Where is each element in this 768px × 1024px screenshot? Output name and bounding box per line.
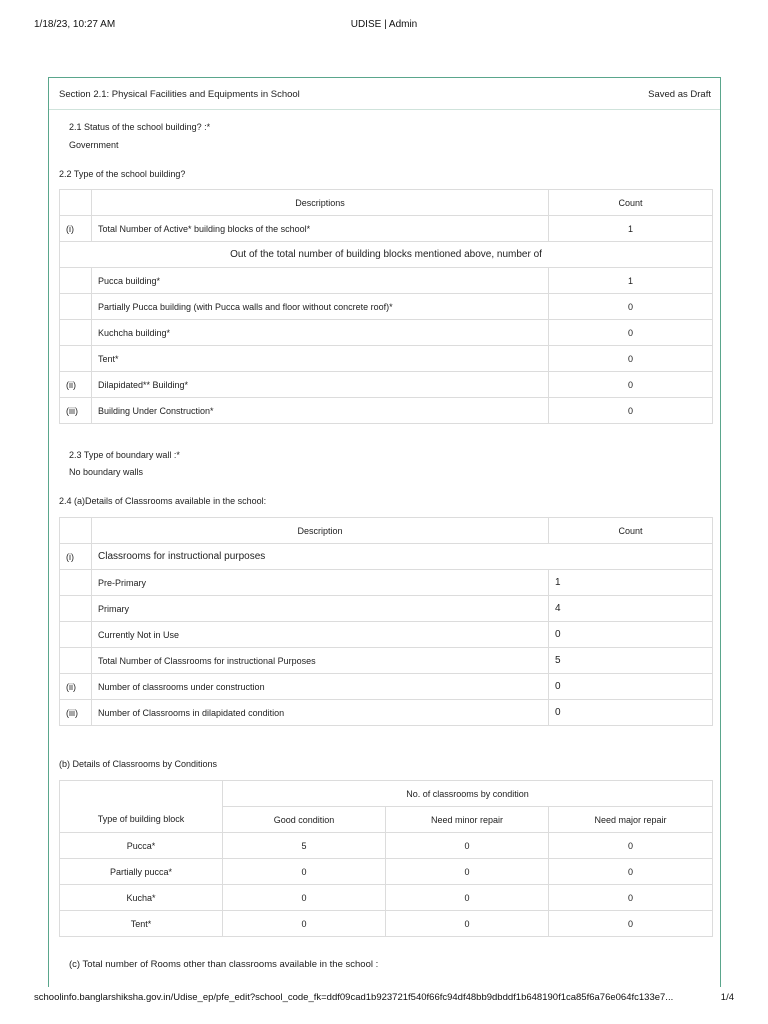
table-row — [60, 911, 713, 937]
col-header-count: Count — [549, 518, 713, 544]
good-count: 5 — [223, 833, 386, 859]
row-number: (i) — [60, 216, 92, 242]
group-description: Classrooms for instructional purposes — [92, 544, 713, 570]
col-header-count: Count — [549, 190, 713, 216]
table-header-row — [60, 518, 713, 544]
row-count: 0 — [549, 294, 713, 320]
table-row — [60, 622, 713, 648]
table-header-row — [60, 190, 713, 216]
row-count: 4 — [549, 596, 713, 622]
subheading: Out of the total number of building blocks mentioned above, number of — [60, 242, 713, 268]
col-header-descriptions: Descriptions — [92, 190, 549, 216]
q23-value: No boundary walls — [69, 467, 144, 477]
row-description: Currently Not in Use — [92, 622, 549, 648]
building-type-table — [59, 189, 713, 424]
minor-count: 0 — [386, 911, 549, 937]
table-header-row — [60, 781, 713, 807]
row-count: 0 — [549, 700, 713, 726]
building-type: Kucha* — [60, 885, 223, 911]
row-description: Pre-Primary — [92, 570, 549, 596]
major-count: 0 — [549, 885, 713, 911]
q21-value: Government — [69, 140, 119, 150]
major-count: 0 — [549, 833, 713, 859]
table-row — [60, 700, 713, 726]
row-description: Number of classrooms under construction — [92, 674, 549, 700]
q24a-label: 2.4 (a)Details of Classrooms available in the school: — [59, 496, 267, 506]
q24c-label: (c) Total number of Rooms other than classrooms available in the school : — [69, 959, 379, 970]
row-number: (iii) — [60, 700, 92, 726]
row-description: Primary — [92, 596, 549, 622]
good-count: 0 — [223, 859, 386, 885]
row-number: (ii) — [60, 674, 92, 700]
row-count: 1 — [549, 570, 713, 596]
row-count: 0 — [549, 372, 713, 398]
minor-count: 0 — [386, 833, 549, 859]
table-header-row — [60, 807, 713, 833]
major-count: 0 — [549, 911, 713, 937]
row-count: 0 — [549, 398, 713, 424]
table-row — [60, 346, 713, 372]
q22-label: 2.2 Type of the school building? — [59, 169, 186, 179]
row-description: Tent* — [92, 346, 549, 372]
q24b-label: (b) Details of Classrooms by Conditions — [59, 759, 218, 769]
row-description: Total Number of Classrooms for instructional Purposes — [92, 648, 549, 674]
major-count: 0 — [549, 859, 713, 885]
building-type: Tent* — [60, 911, 223, 937]
section-card — [48, 77, 721, 987]
table-row — [60, 885, 713, 911]
table-row — [60, 648, 713, 674]
section-header — [49, 78, 720, 110]
row-description: Pucca building* — [92, 268, 549, 294]
draft-status: Saved as Draft — [648, 89, 711, 100]
table-row — [60, 833, 713, 859]
print-footer — [34, 992, 734, 1004]
row-count: 0 — [549, 622, 713, 648]
row-count: 5 — [549, 648, 713, 674]
table-row — [60, 398, 713, 424]
row-number: (iii) — [60, 398, 92, 424]
building-type: Partially pucca* — [60, 859, 223, 885]
table-row — [60, 674, 713, 700]
table-row — [60, 320, 713, 346]
table-row — [60, 859, 713, 885]
building-type: Pucca* — [60, 833, 223, 859]
row-description: Partially Pucca building (with Pucca walls and floor without concrete roof)* — [92, 294, 549, 320]
minor-count: 0 — [386, 885, 549, 911]
row-description: Number of Classrooms in dilapidated condition — [92, 700, 549, 726]
section-title: Section 2.1: Physical Facilities and Equipments in School — [59, 89, 300, 100]
row-description: Kuchcha building* — [92, 320, 549, 346]
good-count: 0 — [223, 911, 386, 937]
q23-label: 2.3 Type of boundary wall :* — [69, 450, 180, 460]
page-url: schoolinfo.banglarshiksha.gov.in/Udise_ep/pfe_edit?school_code_fk=ddf09cad1b923721f540f66fc94df48bb9dbddf1b648190f1ca85f6a76e064fc133e7... — [34, 992, 674, 1003]
col-header-minor: Need minor repair — [386, 807, 549, 833]
classrooms-table — [59, 517, 713, 726]
col-header-major: Need major repair — [549, 807, 713, 833]
table-row — [60, 372, 713, 398]
row-count: 0 — [549, 320, 713, 346]
row-count: 1 — [549, 268, 713, 294]
table-row — [60, 596, 713, 622]
classroom-condition-table — [59, 780, 713, 937]
row-count: 0 — [549, 674, 713, 700]
row-description: Building Under Construction* — [92, 398, 549, 424]
table-row — [60, 216, 713, 242]
table-row — [60, 544, 713, 570]
table-row — [60, 294, 713, 320]
row-number: (ii) — [60, 372, 92, 398]
col-header-building-type: Type of building block — [60, 807, 223, 833]
print-header — [34, 19, 734, 31]
col-header-good: Good condition — [223, 807, 386, 833]
q21-label: 2.1 Status of the school building? :* — [69, 122, 211, 132]
row-number: (i) — [60, 544, 92, 570]
row-description: Total Number of Active* building blocks of the school* — [92, 216, 549, 242]
row-description: Dilapidated** Building* — [92, 372, 549, 398]
print-title: UDISE | Admin — [350, 19, 418, 30]
row-count: 0 — [549, 346, 713, 372]
table-row — [60, 268, 713, 294]
condition-group-header: No. of classrooms by condition — [223, 781, 713, 807]
print-date: 1/18/23, 10:27 AM — [34, 19, 116, 30]
minor-count: 0 — [386, 859, 549, 885]
good-count: 0 — [223, 885, 386, 911]
table-subheading-row — [60, 242, 713, 268]
page-number: 1/4 — [720, 992, 734, 1003]
col-header-description: Description — [92, 518, 549, 544]
row-count: 1 — [549, 216, 713, 242]
table-row — [60, 570, 713, 596]
